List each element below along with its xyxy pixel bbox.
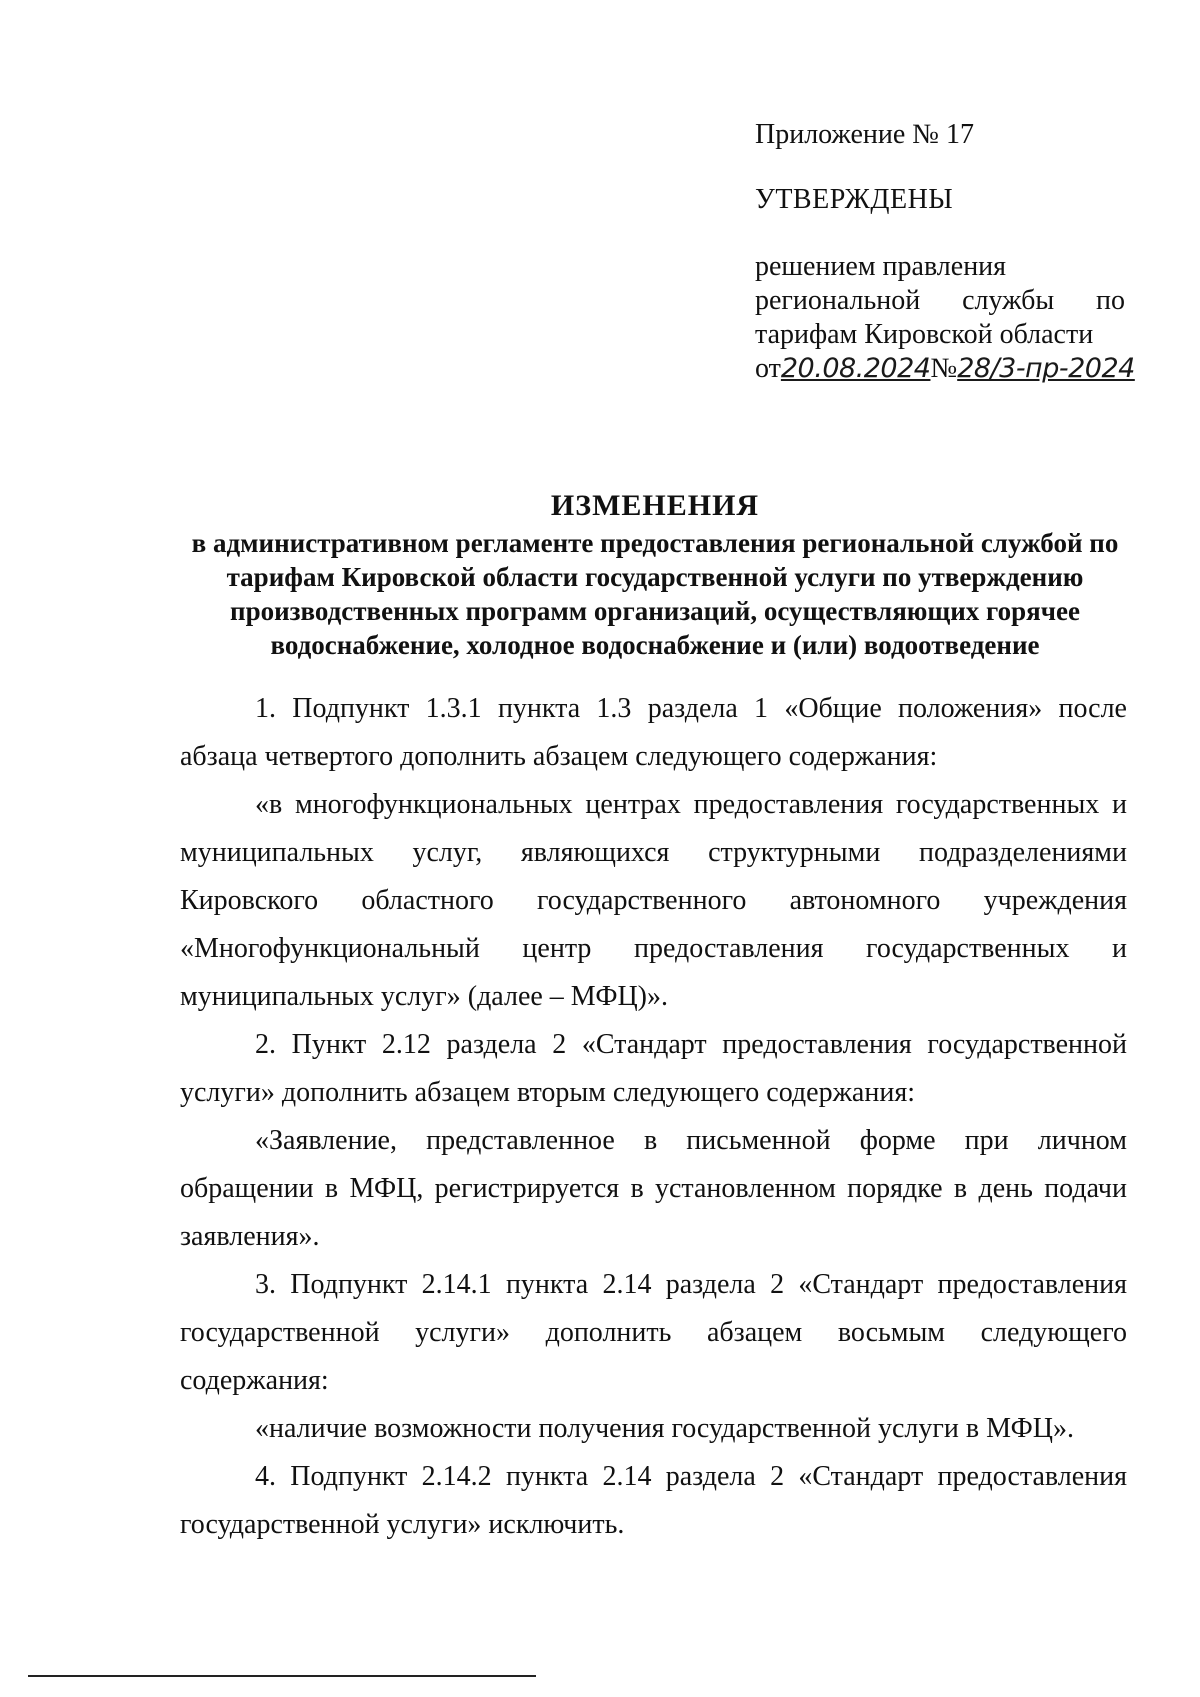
paragraph-1: 1. Подпункт 1.3.1 пункта 1.3 раздела 1 «Общие положения» после абзаца четвертого дополнить абзацем следующего содержания:	[180, 693, 1127, 772]
document-body	[180, 685, 1127, 1549]
decision-line-1: решением правления	[755, 251, 1007, 282]
paragraph-3: 2. Пункт 2.12 раздела 2 «Стандарт предоставления государственной услуги» дополнить абзацем вторым следующего содержания:	[180, 1029, 1127, 1108]
decision-line-3: тарифам Кировской области	[755, 319, 1094, 350]
number-prefix: №	[930, 353, 958, 384]
paragraph-7: 4. Подпункт 2.14.2 пункта 2.14 раздела 2 «Стандарт предоставления государственной услуги» исключить.	[180, 1461, 1127, 1540]
decision-date-number-line	[755, 352, 1135, 386]
approval-block	[755, 118, 1135, 386]
document-title-block	[170, 488, 1140, 662]
handwritten-number: 28/3-пр-2024	[957, 353, 1135, 384]
paragraph-2-quote: «в многофункциональных центрах предоставления государственных и муниципальных услуг, являющихся структурными подразделениями Кировского областного государственного автономного учреждения «Многофункциональный центр предоставления государственных и муниципальных услуг» (далее – МФЦ)».	[180, 789, 1127, 1012]
paragraph-4-quote: «Заявление, представленное в письменной форме при личном обращении в МФЦ, регистрируется в установленном порядке в день подачи заявления».	[180, 1125, 1127, 1252]
footnote-divider	[28, 1675, 536, 1677]
paragraph-5: 3. Подпункт 2.14.1 пункта 2.14 раздела 2 «Стандарт предоставления государственной услуги» дополнить абзацем восьмым следующего содержания:	[180, 1269, 1127, 1396]
annex-number: Приложение № 17	[755, 119, 974, 150]
decision-line-2: региональной службы по	[755, 285, 1125, 316]
handwritten-date: 20.08.2024	[780, 353, 931, 384]
date-prefix: от	[755, 353, 781, 384]
document-title: ИЗМЕНЕНИЯ	[550, 489, 760, 522]
paragraph-6-quote: «наличие возможности получения государственной услуги в МФЦ».	[255, 1413, 1074, 1444]
document-subtitle: в административном регламенте предоставления региональной службой по тарифам Кировской области государственной услуги по утверждению производственных программ организаций, осуществляющих горячее водоснабжение, холодное водоснабжение и (или) водоотведение	[191, 528, 1119, 660]
approved-stamp-text: УТВЕРЖДЕНЫ	[755, 184, 954, 215]
